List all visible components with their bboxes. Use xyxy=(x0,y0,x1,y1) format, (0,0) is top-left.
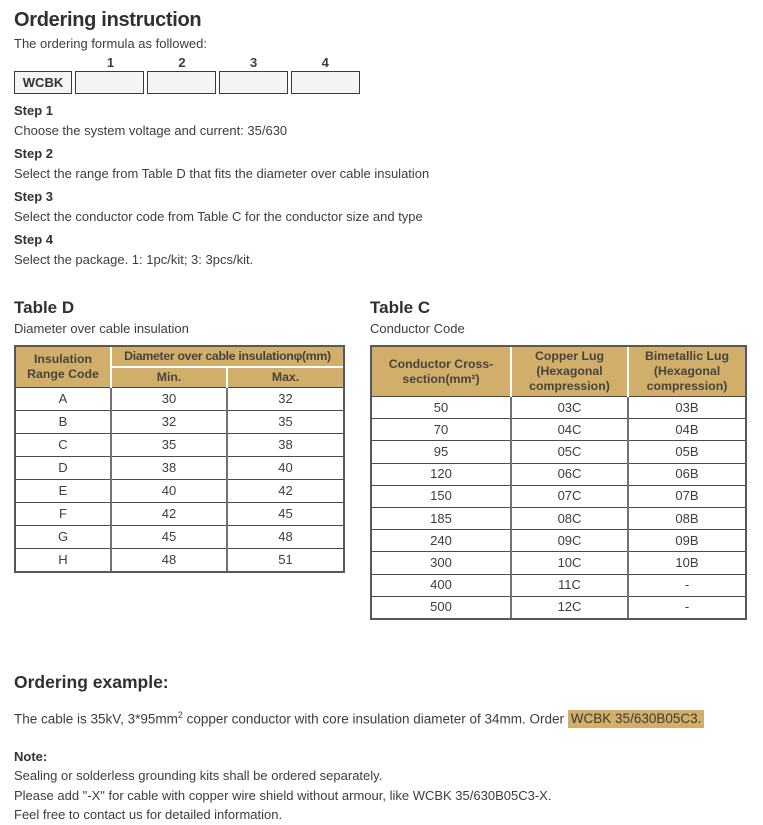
cross-section-cell: 185 xyxy=(372,507,511,529)
table-c-header-copper-lug: Copper Lug (Hexagonal compression) xyxy=(511,347,628,397)
step-text: Select the range from Table D that fits the diameter over cable insulation xyxy=(14,166,430,181)
example-text-after: copper conductor with core insulation diameter of 34mm. Order xyxy=(182,711,568,727)
copper-lug-cell: 03C xyxy=(511,397,628,419)
formula-position-2: 2 xyxy=(178,55,186,70)
table-c xyxy=(370,345,747,620)
table-row xyxy=(372,552,745,574)
table-d-body xyxy=(16,388,343,572)
table-row xyxy=(16,411,343,434)
note-line: Feel free to contact us for detailed information. xyxy=(14,807,283,823)
cross-section-cell: 240 xyxy=(372,530,511,552)
max-cell: 38 xyxy=(227,434,343,457)
formula-slot-2 xyxy=(147,71,216,94)
min-cell: 38 xyxy=(111,457,227,480)
table-d-title: Table D xyxy=(14,298,75,317)
table-c-header xyxy=(372,347,745,397)
table-row xyxy=(372,485,745,507)
max-cell: 32 xyxy=(227,388,343,411)
bimetallic-lug-cell: - xyxy=(628,596,745,618)
copper-lug-cell: 11C xyxy=(511,574,628,596)
copper-lug-cell: 09C xyxy=(511,530,628,552)
step-item xyxy=(14,146,749,183)
range-code-cell: B xyxy=(16,411,111,434)
cross-section-cell: 95 xyxy=(372,441,511,463)
formula-prefix-cell: WCBK xyxy=(14,71,72,94)
example-superscript: 2 xyxy=(177,709,183,720)
table-d-section xyxy=(14,297,370,625)
ordering-example-title: Ordering example: xyxy=(14,671,169,692)
formula-slot-4 xyxy=(291,71,360,94)
formula-position-3: 3 xyxy=(250,55,258,70)
table-row xyxy=(16,503,343,526)
table-c-header-bimetallic-lug: Bimetallic Lug (Hexagonal compression) xyxy=(628,347,745,397)
note-line: Please add "-X" for cable with copper wire shield without armour, like WCBK 35/630B05C3-X. xyxy=(14,787,552,803)
range-code-cell: C xyxy=(16,434,111,457)
copper-lug-cell: 08C xyxy=(511,507,628,529)
ordering-example-text xyxy=(14,706,749,729)
table-c-title: Table C xyxy=(370,298,431,317)
bimetallic-lug-cell: 07B xyxy=(628,485,745,507)
table-row xyxy=(16,480,343,503)
step-text: Select the conductor code from Table C for the conductor size and type xyxy=(14,209,423,224)
bimetallic-lug-cell: 06B xyxy=(628,463,745,485)
table-c-body xyxy=(372,397,745,618)
min-cell: 48 xyxy=(111,549,227,572)
step-text: Select the package. 1: 1pc/kit; 3: 3pcs/kit. xyxy=(14,252,254,267)
table-c-header-cross-section: Conductor Cross-section(mm²) xyxy=(372,347,511,397)
example-text-before: The cable is 35kV, 3*95mm xyxy=(14,711,178,727)
table-row xyxy=(372,530,745,552)
table-row xyxy=(16,457,343,480)
max-cell: 40 xyxy=(227,457,343,480)
table-d xyxy=(14,345,345,573)
range-code-cell: E xyxy=(16,480,111,503)
note-section xyxy=(14,748,749,825)
page-title: Ordering instruction xyxy=(14,9,202,31)
min-cell: 32 xyxy=(111,411,227,434)
note-lines xyxy=(14,766,749,825)
table-row xyxy=(372,441,745,463)
table-row xyxy=(16,434,343,457)
bimetallic-lug-cell: 03B xyxy=(628,397,745,419)
bimetallic-lug-cell: 10B xyxy=(628,552,745,574)
cross-section-cell: 150 xyxy=(372,485,511,507)
formula-position-1: 1 xyxy=(106,55,115,70)
copper-lug-cell: 04C xyxy=(511,419,628,441)
table-row xyxy=(372,397,745,419)
max-cell: 48 xyxy=(227,526,343,549)
steps-list xyxy=(14,103,749,269)
max-cell: 51 xyxy=(227,549,343,572)
max-cell: 35 xyxy=(227,411,343,434)
copper-lug-cell: 07C xyxy=(511,485,628,507)
step-item xyxy=(14,189,749,226)
step-label: Step 1 xyxy=(14,103,54,118)
table-d-header-diameter: Diameter over cable insulationφ(mm) xyxy=(111,347,343,367)
min-cell: 35 xyxy=(111,434,227,457)
step-item xyxy=(14,103,749,140)
ordering-formula-table xyxy=(14,55,361,94)
cross-section-cell: 120 xyxy=(372,463,511,485)
table-row xyxy=(372,507,745,529)
bimetallic-lug-cell: 04B xyxy=(628,419,745,441)
bimetallic-lug-cell: 08B xyxy=(628,507,745,529)
formula-position-4: 4 xyxy=(321,55,329,70)
table-c-subtitle: Conductor Code xyxy=(370,321,465,336)
copper-lug-cell: 05C xyxy=(511,441,628,463)
formula-position-numbers xyxy=(14,55,361,70)
note-line: Sealing or solderless grounding kits shall be ordered separately. xyxy=(14,768,383,784)
bimetallic-lug-cell: 05B xyxy=(628,441,745,463)
range-code-cell: F xyxy=(16,503,111,526)
bimetallic-lug-cell: - xyxy=(628,574,745,596)
copper-lug-cell: 06C xyxy=(511,463,628,485)
tables-section xyxy=(14,297,749,625)
table-d-header xyxy=(16,347,343,388)
table-d-subtitle: Diameter over cable insulation xyxy=(14,321,189,336)
range-code-cell: A xyxy=(16,388,111,411)
table-row xyxy=(372,596,745,618)
table-row xyxy=(16,526,343,549)
table-row xyxy=(372,574,745,596)
copper-lug-cell: 12C xyxy=(511,596,628,618)
range-code-cell: H xyxy=(16,549,111,572)
step-label: Step 3 xyxy=(14,189,54,204)
max-cell: 45 xyxy=(227,503,343,526)
table-row xyxy=(372,419,745,441)
bimetallic-lug-cell: 09B xyxy=(628,530,745,552)
copper-lug-cell: 10C xyxy=(511,552,628,574)
table-c-section xyxy=(370,297,749,625)
step-item xyxy=(14,232,749,269)
min-cell: 42 xyxy=(111,503,227,526)
table-row xyxy=(16,549,343,572)
formula-number-spacer xyxy=(14,55,75,70)
cross-section-cell: 70 xyxy=(372,419,511,441)
order-code-highlight: WCBK 35/630B05C3. xyxy=(568,710,705,728)
cross-section-cell: 300 xyxy=(372,552,511,574)
range-code-cell: G xyxy=(16,526,111,549)
table-d-header-range-code: Insulation Range Code xyxy=(16,347,111,388)
cross-section-cell: 50 xyxy=(372,397,511,419)
max-cell: 42 xyxy=(227,480,343,503)
min-cell: 45 xyxy=(111,526,227,549)
step-label: Step 4 xyxy=(14,232,54,247)
formula-slot-1 xyxy=(75,71,144,94)
formula-caption: The ordering formula as followed: xyxy=(14,36,207,51)
table-d-grid xyxy=(16,347,343,571)
formula-cells-row xyxy=(14,71,361,94)
range-code-cell: D xyxy=(16,457,111,480)
table-d-header-min: Min. xyxy=(111,367,227,388)
note-label: Note: xyxy=(14,749,48,765)
cross-section-cell: 400 xyxy=(372,574,511,596)
step-text: Choose the system voltage and current: 35/630 xyxy=(14,123,288,138)
table-d-header-max: Max. xyxy=(227,367,343,388)
formula-slot-3 xyxy=(219,71,288,94)
table-c-grid xyxy=(372,347,745,618)
min-cell: 40 xyxy=(111,480,227,503)
min-cell: 30 xyxy=(111,388,227,411)
table-row xyxy=(372,463,745,485)
step-label: Step 2 xyxy=(14,146,54,161)
cross-section-cell: 500 xyxy=(372,596,511,618)
table-row xyxy=(16,388,343,411)
